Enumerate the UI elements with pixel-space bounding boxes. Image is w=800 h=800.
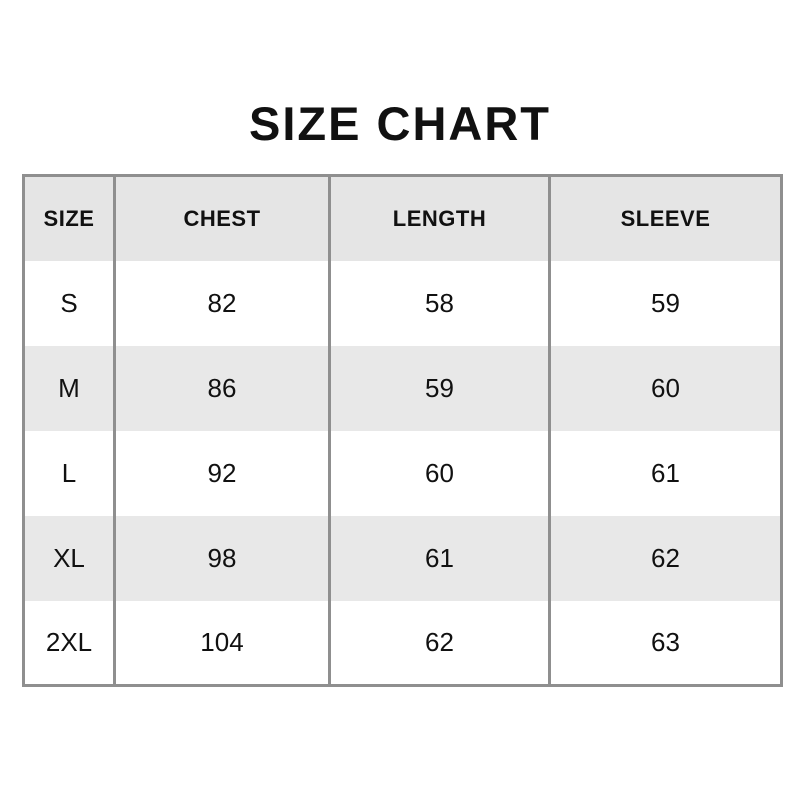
cell-chest: 86 (115, 346, 330, 431)
table-row-s (24, 261, 782, 346)
cell-length: 62 (330, 601, 550, 686)
cell-size: XL (24, 516, 115, 601)
table-row-l (24, 431, 782, 516)
cell-size: S (24, 261, 115, 346)
page-title: SIZE CHART (249, 97, 551, 150)
table-header-row (24, 176, 782, 261)
header-cell-size: SIZE (24, 176, 115, 261)
header-cell-sleeve: SLEEVE (550, 176, 782, 261)
table-row-2xl (24, 601, 782, 686)
table-row-xl (24, 516, 782, 601)
table-row-m (24, 346, 782, 431)
cell-size: L (24, 431, 115, 516)
cell-sleeve: 63 (550, 601, 782, 686)
cell-sleeve: 61 (550, 431, 782, 516)
cell-length: 58 (330, 261, 550, 346)
cell-chest: 92 (115, 431, 330, 516)
cell-length: 60 (330, 431, 550, 516)
cell-size: 2XL (24, 601, 115, 686)
cell-length: 59 (330, 346, 550, 431)
cell-sleeve: 60 (550, 346, 782, 431)
cell-chest: 104 (115, 601, 330, 686)
cell-size: M (24, 346, 115, 431)
cell-length: 61 (330, 516, 550, 601)
cell-chest: 98 (115, 516, 330, 601)
cell-sleeve: 62 (550, 516, 782, 601)
cell-chest: 82 (115, 261, 330, 346)
header-cell-chest: CHEST (115, 176, 330, 261)
size-table (22, 174, 783, 687)
cell-sleeve: 59 (550, 261, 782, 346)
header-cell-length: LENGTH (330, 176, 550, 261)
